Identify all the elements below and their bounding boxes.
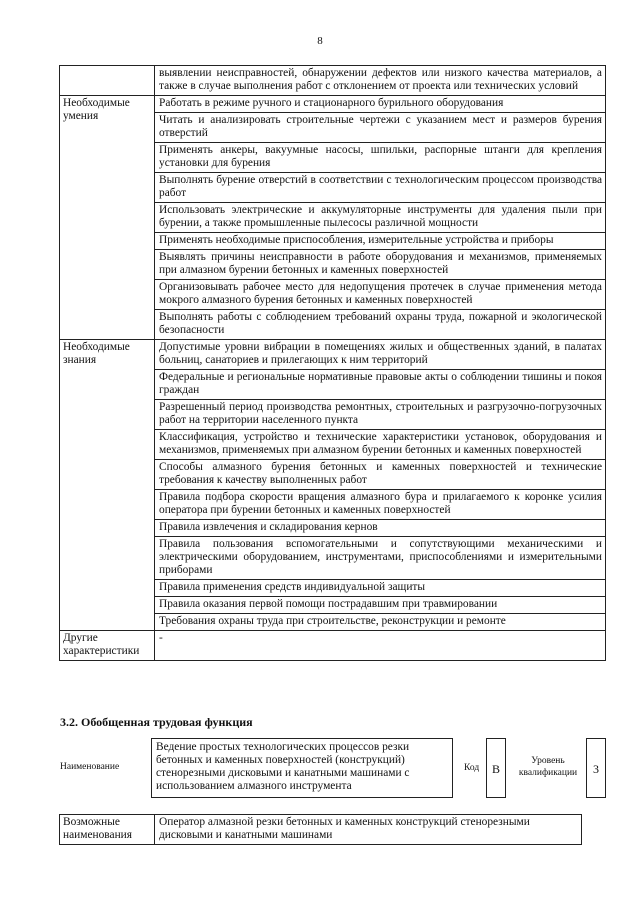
row-text: Применять необходимые приспособления, измерительные устройства и приборы: [155, 233, 606, 250]
table-row: [60, 340, 606, 370]
row-text: Правила применения средств индивидуальной защиты: [155, 580, 606, 597]
function-name-value: Ведение простых технологических процессов резки бетонных и каменных поверхностей (конструкций) стенорезными дисковыми и канатными машинами с использованием алмазного инструмента: [151, 738, 453, 798]
row-text: Классификация, устройство и технические характеристики установок, оборудования и механизмов, применяемых при алмазном бурении бетонных и каменных поверхностей: [155, 430, 606, 460]
row-text: Выполнять работы с соблюдением требований охраны труда, пожарной и экологической безопасности: [155, 310, 606, 340]
section-heading: 3.2. Обобщенная трудовая функция: [60, 715, 253, 729]
page-number: 8: [317, 35, 323, 47]
row-group-label: Необходимые знания: [60, 340, 155, 631]
row-text: Требования охраны труда при строительстве, реконструкции и ремонте: [155, 614, 606, 631]
row-text: Применять анкеры, вакуумные насосы, шпильки, распорные штанги для крепления установки для бурения: [155, 143, 606, 173]
row-text: Разрешенный период производства ремонтных, строительных и разгрузочно-погрузочных работ на территории населенного пункта: [155, 400, 606, 430]
row-text: Организовывать рабочее место для недопущения протечек в случае применения метода мокрого алмазного бурения бетонных и каменных поверхностей: [155, 280, 606, 310]
table-row: [60, 66, 606, 96]
table-row: [60, 631, 606, 661]
possible-names-row: [60, 815, 582, 845]
possible-names-value: Оператор алмазной резки бетонных и каменных конструкций стенорезными дисковыми и канатными машинами: [155, 815, 582, 845]
name-label: Наименование: [60, 762, 120, 772]
row-text: Федеральные и региональные нормативные правовые акты о соблюдении тишины и покоя граждан: [155, 370, 606, 400]
qualification-level-value: 3: [586, 738, 606, 798]
row-text: Выполнять бурение отверстий в соответствии с технологическим процессом производства работ: [155, 173, 606, 203]
row-text: Правила подбора скорости вращения алмазного бура и прилагаемого к коронке усилия оператора при бурении бетонных и каменных поверхностей: [155, 490, 606, 520]
generalized-function-row: [60, 738, 606, 800]
row-text: Читать и анализировать строительные чертежи с указанием мест и размеров бурения отверстий: [155, 113, 606, 143]
possible-names-table: [59, 814, 582, 845]
row-text: Правила оказания первой помощи пострадавшим при травмировании: [155, 597, 606, 614]
possible-names-label: Возможные наименования: [60, 815, 155, 845]
code-label: Код: [464, 763, 480, 773]
row-text: Использовать электрические и аккумуляторные инструменты для удаления пыли при бурении, а также промышленные пылесосы различной мощности: [155, 203, 606, 233]
row-group-label: Необходимые умения: [60, 96, 155, 340]
row-text: -: [155, 631, 606, 661]
code-value: B: [486, 738, 506, 798]
row-text: Способы алмазного бурения бетонных и каменных поверхностей и технические требования к качеству выполненных работ: [155, 460, 606, 490]
table-row: [60, 96, 606, 113]
row-group-label: [60, 66, 155, 96]
row-text: Работать в режиме ручного и стационарного бурильного оборудования: [155, 96, 606, 113]
skills-knowledge-table: [59, 65, 606, 661]
row-group-label: Другие характеристики: [60, 631, 155, 661]
row-text: Выявлять причины неисправности в работе оборудования и механизмов, применяемых при алмазном бурении бетонных и каменных поверхностей: [155, 250, 606, 280]
row-text: Правила извлечения и складирования кернов: [155, 520, 606, 537]
qualification-level-label: Уровень квалификации: [518, 756, 578, 778]
row-text: выявлении неисправностей, обнаружении дефектов или низкого качества материалов, а также в случае выполнения работ с отклонением от проекта или технических условий: [155, 66, 606, 96]
row-text: Правила пользования вспомогательными и сопутствующими механическими и электрическими оборудованием, инструментами, приспособлениями и измерительными приборами: [155, 537, 606, 580]
row-text: Допустимые уровни вибрации в помещениях жилых и общественных зданий, в палатах больниц, санаториев и прилегающих к ним территорий: [155, 340, 606, 370]
